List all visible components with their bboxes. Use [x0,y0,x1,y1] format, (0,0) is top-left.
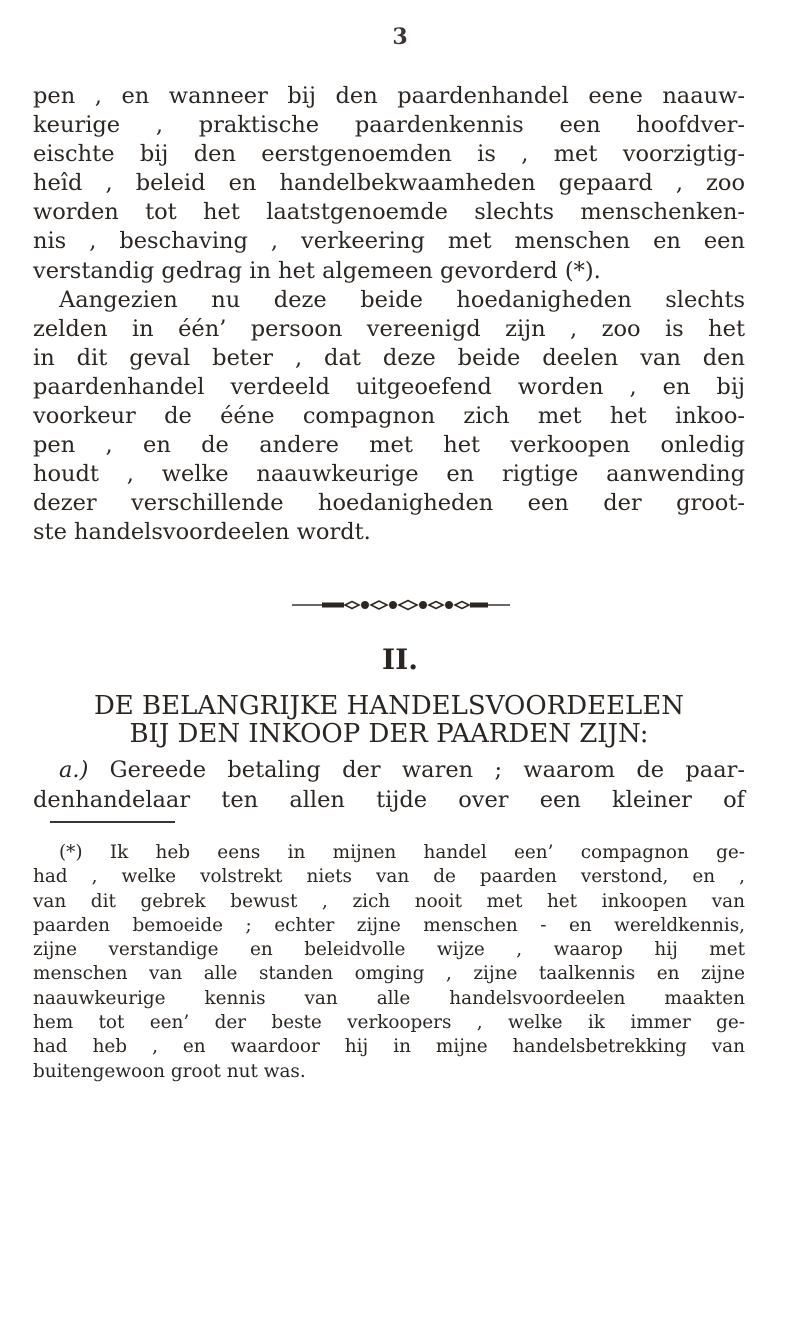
text-line: verstandig gedrag in het algemeen gevorderd (*). [33,257,601,284]
text-line: keurige , praktische paardenkennis een hoofdver- [33,112,745,139]
text-line: houdt , welke naauwkeurige en rigtige aanwending [33,461,745,488]
footnote-line: hem tot een’ der beste verkoopers , welke ik immer ge- [33,1012,745,1034]
text-line: eischte bij den eerstgenoemden is , met voorzigtig- [33,141,745,168]
text-line: dezer verschillende hoedanigheden een der groot- [33,490,745,517]
footnote-divider [50,821,175,823]
text-line: denhandelaar ten allen tijde over een kleiner of [33,786,745,813]
text-line: in dit geval beter , dat deze beide deelen van den [33,344,745,371]
chapter-title-line: BIJ DEN INKOOP DER PAARDEN ZIJN: [129,719,649,749]
chapter-number: II. [382,643,418,676]
footnote-line: had heb , en waardoor hij in mijne handelsbetrekking van [33,1036,745,1058]
text-line: pen , en wanneer bij den paardenhandel eene naauw- [33,83,745,109]
decorative-rule-ornament [292,597,510,613]
footnote-line: had , welke volstrekt niets van de paarden verstond, en , [33,866,745,888]
footnote [33,841,745,1084]
section-marker: a.) [59,757,89,783]
section-a-text [33,756,745,815]
footnote-line: (*) Ik heb eens in mijnen handel een’ compagnon ge- [59,842,745,863]
footnote-line: buitengewoon groot nut was. [33,1060,306,1082]
text-line: pen , en de andere met het verkoopen onledig [33,432,745,459]
section-a-first-line-text: Gereede betaling der waren ; waarom de paar- [88,757,745,783]
text-line: zelden in één’ persoon vereenigd zijn , zoo is het [33,315,745,342]
chapter-title-line: DE BELANGRIJKE HANDELSVOORDEELEN [93,691,685,721]
main-text [33,82,745,548]
footnote-line: naauwkeurige kennis van alle handelsvoordeelen maakten [33,987,745,1009]
chapter-title [33,692,745,748]
text-line: ste handelsvoordeelen wordt. [33,519,371,546]
text-line: worden tot het laatstgenoemde slechts menschenken- [33,199,745,226]
footnote-line: paarden bemoeide ; echter zijne menschen - en wereldkennis, [33,914,745,936]
text-line: heîd , beleid en handelbekwaamheden gepaard , zoo [33,170,745,197]
text-line: Aangezien nu deze beide hoedanigheden slechts [59,286,745,313]
text-line: nis , beschaving , verkeering met menschen en een [33,228,745,255]
footnote-line: menschen van alle standen omging , zijne taalkennis en zijne [33,963,745,985]
section-a-first-line [33,756,745,786]
footnote-line: van dit gebrek bewust , zich nooit met het inkoopen van [33,890,745,912]
page-number: 3 [392,24,408,50]
text-line: paardenhandel verdeeld uitgeoefend worden , en bij [33,373,745,400]
text-line: voorkeur de ééne compagnon zich met het inkoo- [33,403,745,430]
footnote-line: zijne verstandige en beleidvolle wijze , waarop hij met [33,939,745,961]
